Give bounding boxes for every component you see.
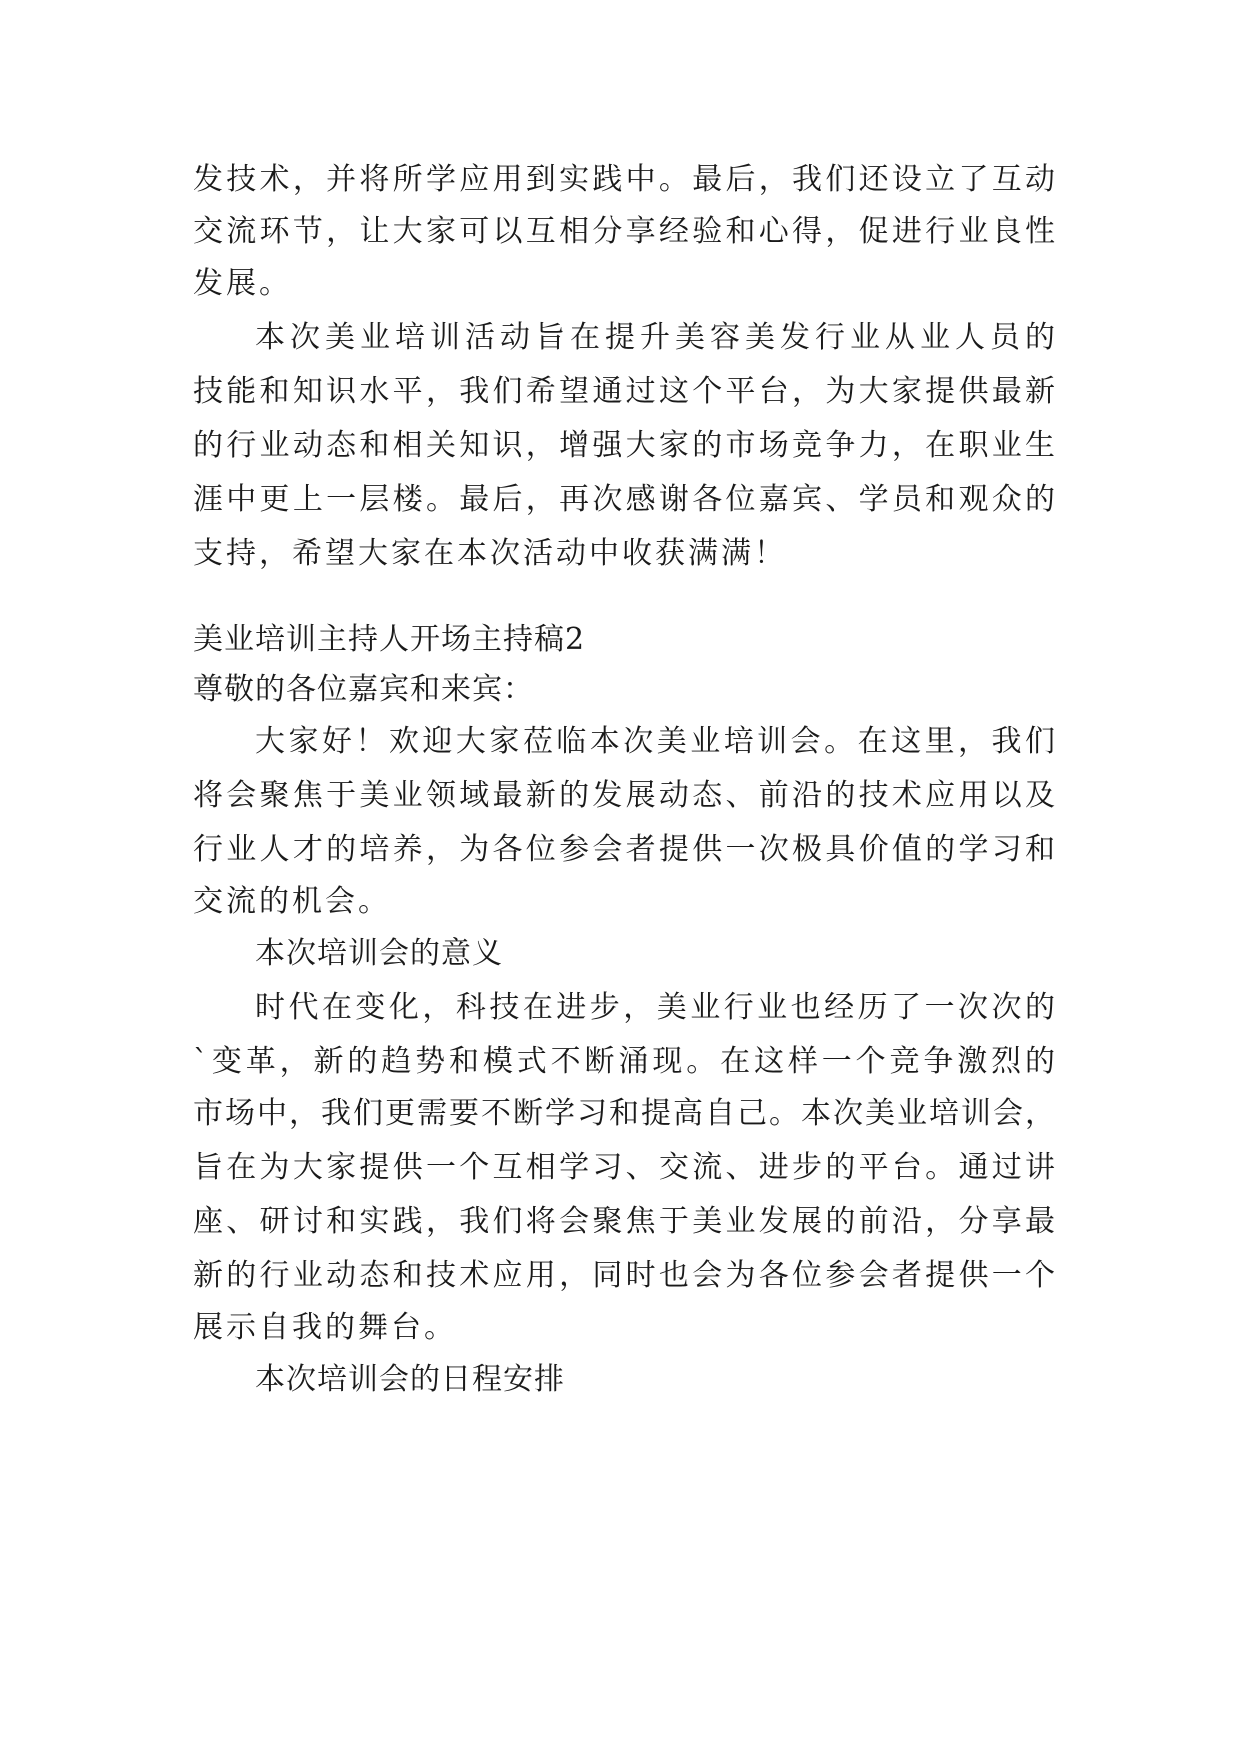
text-line: 本次美业培训活动旨在提升美容美发行业从业人员的 <box>255 320 1055 355</box>
section-title: 美业培训主持人开场主持稿2 <box>193 622 586 657</box>
text-line: 发技术，并将所学应用到实践中。最后，我们还设立了互动 <box>193 162 1055 197</box>
text-line: 时代在变化，科技在进步，美业行业也经历了一次次的 <box>255 990 1055 1025</box>
salutation: 尊敬的各位嘉宾和来宾： <box>193 672 534 707</box>
subheading-significance: 本次培训会的意义 <box>255 936 503 971</box>
text-line: 将会聚焦于美业领域最新的发展动态、前沿的技术应用以及 <box>193 778 1055 813</box>
text-line: 交流的机会。 <box>193 884 391 919</box>
text-line: 涯中更上一层楼。最后，再次感谢各位嘉宾、学员和观众的 <box>193 482 1055 517</box>
text-line: 座、研讨和实践，我们将会聚焦于美业发展的前沿，分享最 <box>193 1204 1055 1239</box>
text-line: 旨在为大家提供一个互相学习、交流、进步的平台。通过讲 <box>193 1150 1055 1185</box>
text-line: 的行业动态和相关知识，增强大家的市场竞争力，在职业生 <box>193 428 1055 463</box>
text-line: 市场中，我们更需要不断学习和提高自己。本次美业培训会， <box>193 1096 1055 1131</box>
text-line: 发展。 <box>193 266 292 301</box>
subheading-schedule: 本次培训会的日程安排 <box>255 1362 565 1397</box>
text-line: 行业人才的培养，为各位参会者提供一次极具价值的学习和 <box>193 832 1055 867</box>
text-line: 大家好！欢迎大家莅临本次美业培训会。在这里，我们 <box>255 724 1055 759</box>
text-line: 技能和知识水平，我们希望通过这个平台，为大家提供最新 <box>193 374 1055 409</box>
text-line: 新的行业动态和技术应用，同时也会为各位参会者提供一个 <box>193 1258 1055 1293</box>
text-line: 支持，希望大家在本次活动中收获满满！ <box>193 536 787 571</box>
text-line: 交流环节，让大家可以互相分享经验和心得，促进行业良性 <box>193 214 1055 249</box>
text-line: 展示自我的舞台。 <box>193 1310 457 1345</box>
text-line: `变革，新的趋势和模式不断涌现。在这样一个竞争激烈的 <box>193 1044 1055 1079</box>
